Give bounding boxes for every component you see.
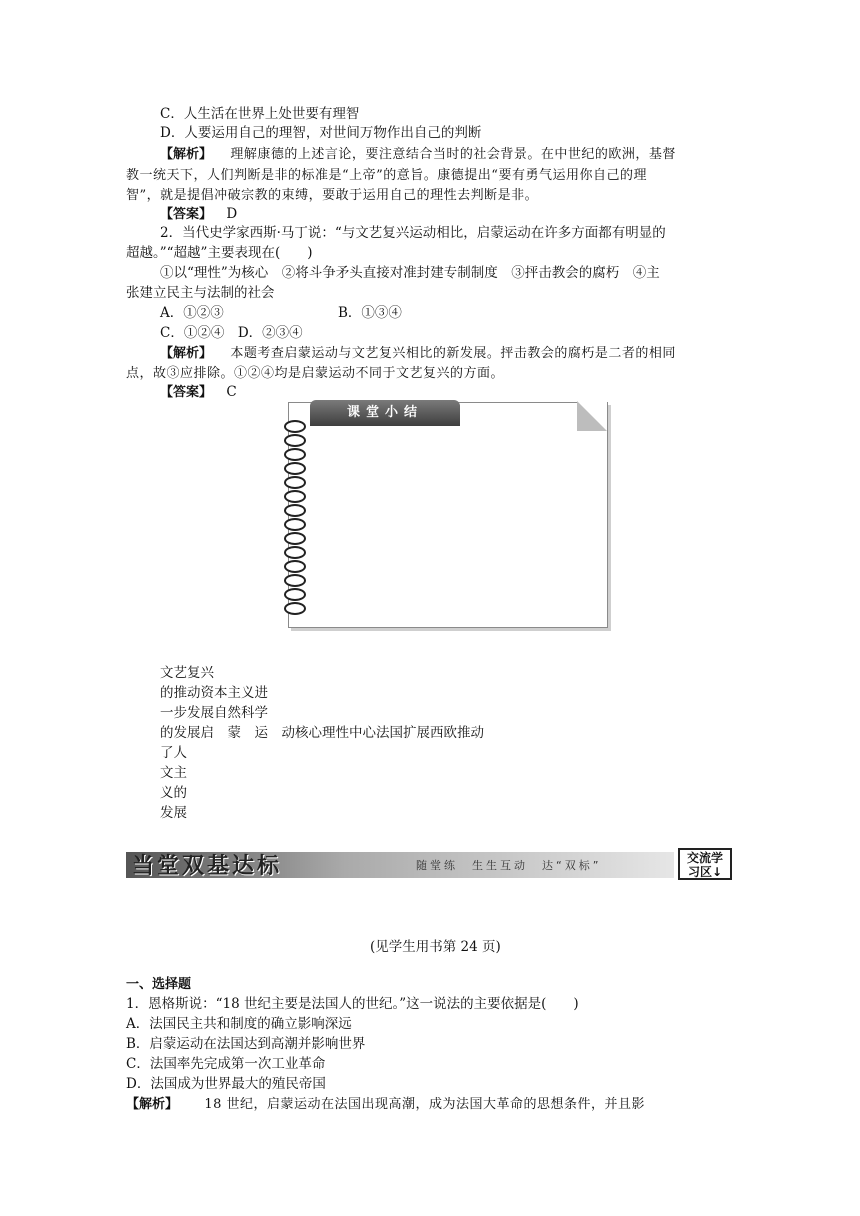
summary-line: 的发展启 蒙 运 动核心理性中心法国扩展西欧推动 [160,725,484,741]
summary-line: 的推动资本主义进 [160,685,268,701]
summary-notebook [284,398,608,628]
q2-analysis-line-1 [160,344,676,363]
summary-line: 文主 [160,765,187,781]
s-q1-option-c: C．法国率先完成第一次工业革命 [126,1056,326,1072]
option-d: D．人要运用自己的理智，对世间万物作出自己的判断 [160,125,482,141]
s-q1-stem: 1．恩格斯说：“18 世纪主要是法国人的世纪。”这一说法的主要依据是( ) [126,996,579,1012]
answer-tag: 【答案】 [160,207,213,222]
summary-line: 一步发展自然科学 [160,705,268,721]
section-banner [126,848,734,882]
q2-items-2: 张建立民主与法制的社会 [126,285,275,301]
exchange-area-box [678,848,732,880]
spiral-ring-icon [284,560,306,573]
answer-line [160,205,237,224]
spiral-ring-icon [284,476,306,489]
s-q1-analysis-tag: 【解析】 [126,1097,179,1112]
summary-line: 文艺复兴 [160,665,214,681]
spiral-ring-icon [284,462,306,475]
arrow-down-icon: ↓ [711,865,723,879]
q2-stem-1: 2．当代史学家西斯·马丁说：“与文艺复兴运动相比，启蒙运动在许多方面都有明显的 [160,225,666,241]
summary-line: 发展 [160,805,187,821]
page-reference: (见学生用书第 24 页) [370,939,501,955]
s-q1-option-b: B．启蒙运动在法国达到高潮并影响世界 [126,1036,366,1052]
spiral-ring-icon [284,504,306,517]
spiral-ring-icon [284,546,306,559]
q2-answer-tag: 【答案】 [160,385,213,400]
summary-line: 了人 [160,745,187,761]
notebook-page [288,402,608,628]
spiral-ring-icon [284,588,306,601]
page-fold-corner [577,401,607,431]
q2-items-1: ①以“理性”为核心 ②将斗争矛头直接对准封建专制制度 ③抨击教会的腐朽 ④主 [160,265,660,281]
spiral-ring-icon [284,448,306,461]
q2-option-b: B．①③④ [338,305,402,321]
analysis-tag: 【解析】 [160,147,213,162]
q2-stem-2: 超越。”“超越”主要表现在( ) [126,245,313,261]
q2-option-cd: C．①②④ D．②③④ [160,325,303,341]
s-q1-analysis-text: 18 世纪，启蒙运动在法国出现高潮，成为法国大革命的思想条件，并且影 [204,1097,645,1112]
option-c: C．人生活在世界上处世要有理智 [160,106,360,122]
analysis-text: 理解康德的上述言论，要注意结合当时的社会背景。在中世纪的欧洲，基督 [230,147,676,162]
analysis-line-1 [160,145,676,164]
q2-analysis-tag: 【解析】 [160,346,213,361]
q2-answer-value: C [226,384,237,400]
exchange-area-line-1: 交流学 [686,851,723,865]
s-q1-analysis-line [126,1095,645,1114]
spiral-ring-icon [284,574,306,587]
exchange-area-line-2 [680,865,730,879]
analysis-line-3: 智”，就是提倡冲破宗教的束缚，要敢于运用自己的理性去判断是非。 [126,188,539,203]
s-q1-option-a: A．法国民主共和制度的确立影响深远 [126,1016,352,1032]
summary-line: 义的 [160,785,187,801]
spiral-ring-icon [284,420,306,433]
section-heading: 一、选择题 [126,977,192,992]
answer-value: D [226,206,238,222]
q2-answer-line [160,383,237,402]
q2-analysis-line-2: 点，故③应排除。①②④均是启蒙运动不同于文艺复兴的方面。 [126,366,505,381]
q2-option-a: A．①②③ [160,305,224,321]
s-q1-option-d: D．法国成为世界最大的殖民帝国 [126,1076,326,1092]
summary-title: 课堂小结 [310,400,460,426]
banner-title: 当堂双基达标 [132,853,283,879]
spiral-ring-icon [284,518,306,531]
spiral-ring-icon [284,532,306,545]
q2-analysis-text: 本题考查启蒙运动与文艺复兴相比的新发展。抨击教会的腐朽是二者的相同 [230,346,676,361]
spiral-ring-icon [284,434,306,447]
spiral-ring-icon [284,602,306,615]
spiral-ring-icon [284,490,306,503]
exchange-area-label: 习区 [687,865,712,879]
banner-subtitle: 随堂练 生生互动 达“双标” [416,859,602,872]
analysis-line-2: 教一统天下，人们判断是非的标准是“上帝”的意旨。康德提出“要有勇气运用你自己的理 [126,168,647,183]
